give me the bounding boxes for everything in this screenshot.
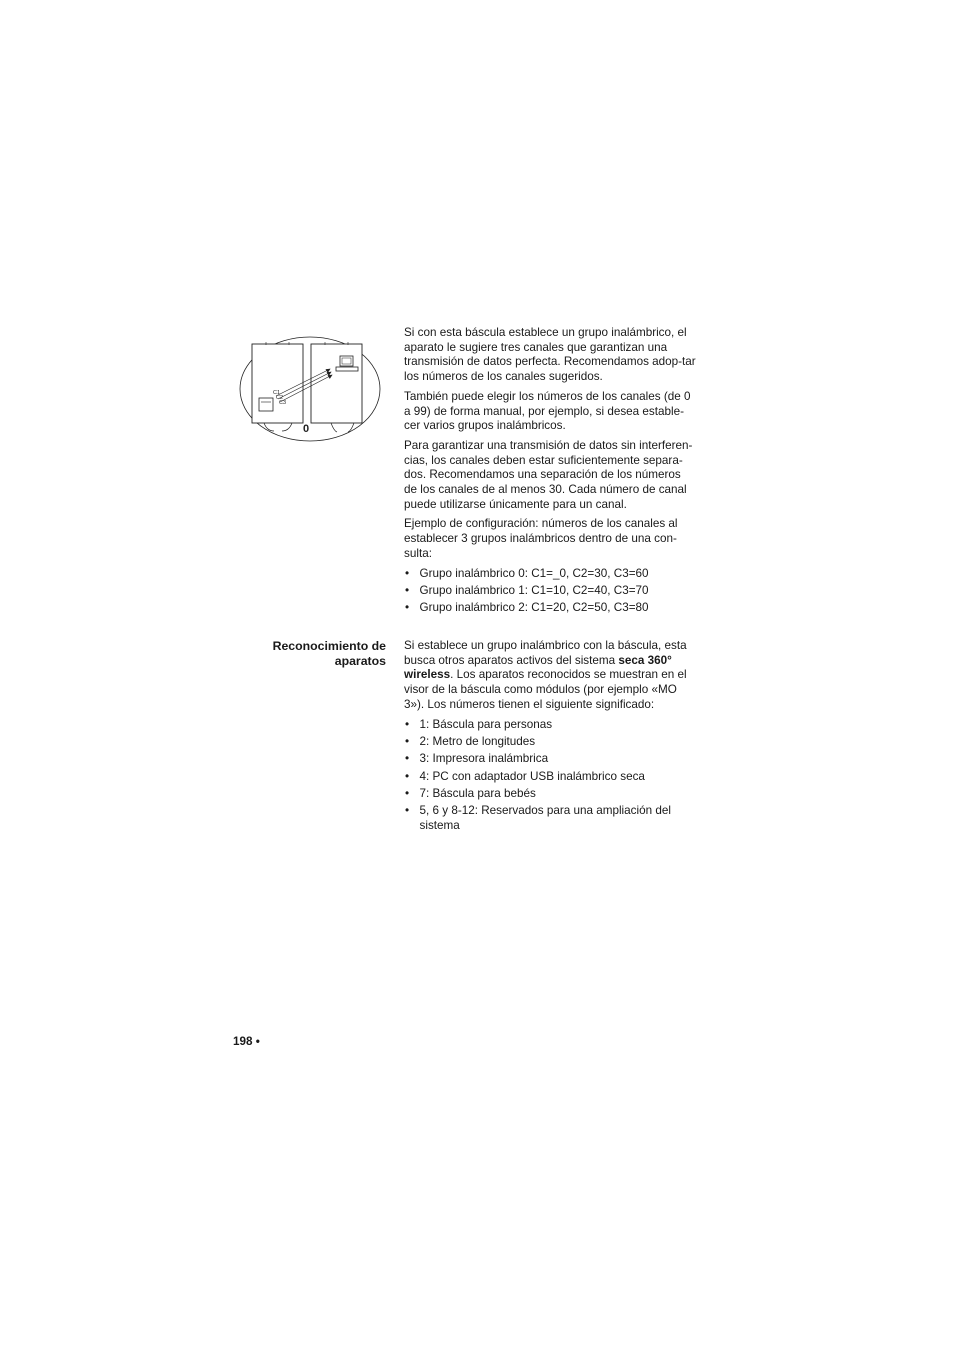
- section-wireless-channels: [404, 326, 696, 620]
- label-c2: C2: [276, 395, 284, 401]
- label-c1: C1: [273, 390, 281, 396]
- list-item: • Grupo inalámbrico 2: C1=20, C2=50, C3=80: [404, 601, 696, 616]
- intro-text: Si establece un grupo inalámbrico con la báscula, esta busca otros aparatos activos del sistema: [404, 639, 687, 667]
- heading-line: aparatos: [334, 654, 386, 668]
- paragraph: Para garantizar una transmisión de datos sin interferen-cias, los canales deben estar suficientemente separa-dos. Recomendamos una separación de los números de los canales de al menos 30. Cada número de canal puede utilizarse únicamente para un canal.: [404, 438, 693, 511]
- group-number-label: 0: [303, 423, 310, 435]
- paragraph: También puede elegir los números de los canales (de 0 a 99) de forma manual, por ejemplo, si desea estable-cer varios grupos inalámbricos.: [404, 389, 691, 433]
- list-item: • Grupo inalámbrico 1: C1=10, C2=40, C3=70: [404, 584, 696, 599]
- list-item: • 4: PC con adaptador USB inalámbrico seca: [404, 770, 696, 785]
- page-number: 198 •: [233, 1035, 260, 1048]
- list-item: • 1: Báscula para personas: [404, 718, 696, 733]
- heading-line: Reconocimiento de: [272, 639, 386, 653]
- product-name: seca 360° wireless: [404, 653, 672, 682]
- paragraph: Ejemplo de configuración: números de los canales al establecer 3 grupos inalámbricos dentro de una con-sulta:: [404, 517, 678, 560]
- intro-text: . Los aparatos reconocidos se muestran en el visor de la báscula como módulos (por ejemplo «MO 3»). Los números tienen el siguiente significado:: [404, 668, 687, 711]
- section-device-recognition: [404, 639, 696, 838]
- label-c3: C3: [279, 400, 287, 406]
- list-item: • 3: Impresora inalámbrica: [404, 752, 696, 767]
- list-item: • 2: Metro de longitudes: [404, 735, 696, 750]
- list-item: • 5, 6 y 8-12: Reservados para una ampliación del sistema: [404, 804, 696, 833]
- list-item: • Grupo inalámbrico 0: C1=_0, C2=30, C3=60: [404, 567, 696, 582]
- section-heading-device-recognition: [200, 639, 386, 669]
- paragraph: Si con esta báscula establece un grupo inalámbrico, el aparato le sugiere tres canales que garantizan una transmisión de datos perfecta. Recomendamos adop-tar los números de los canales sugeridos.: [404, 326, 696, 384]
- scale-icon: [259, 398, 273, 411]
- room-right: [311, 344, 362, 423]
- wireless-group-diagram: [236, 332, 382, 444]
- channel-example-list: [404, 567, 696, 616]
- paragraph: [404, 639, 696, 713]
- device-code-list: [404, 718, 696, 834]
- list-item: • 7: Báscula para bebés: [404, 787, 696, 802]
- wireless-group-illustration: [236, 332, 382, 444]
